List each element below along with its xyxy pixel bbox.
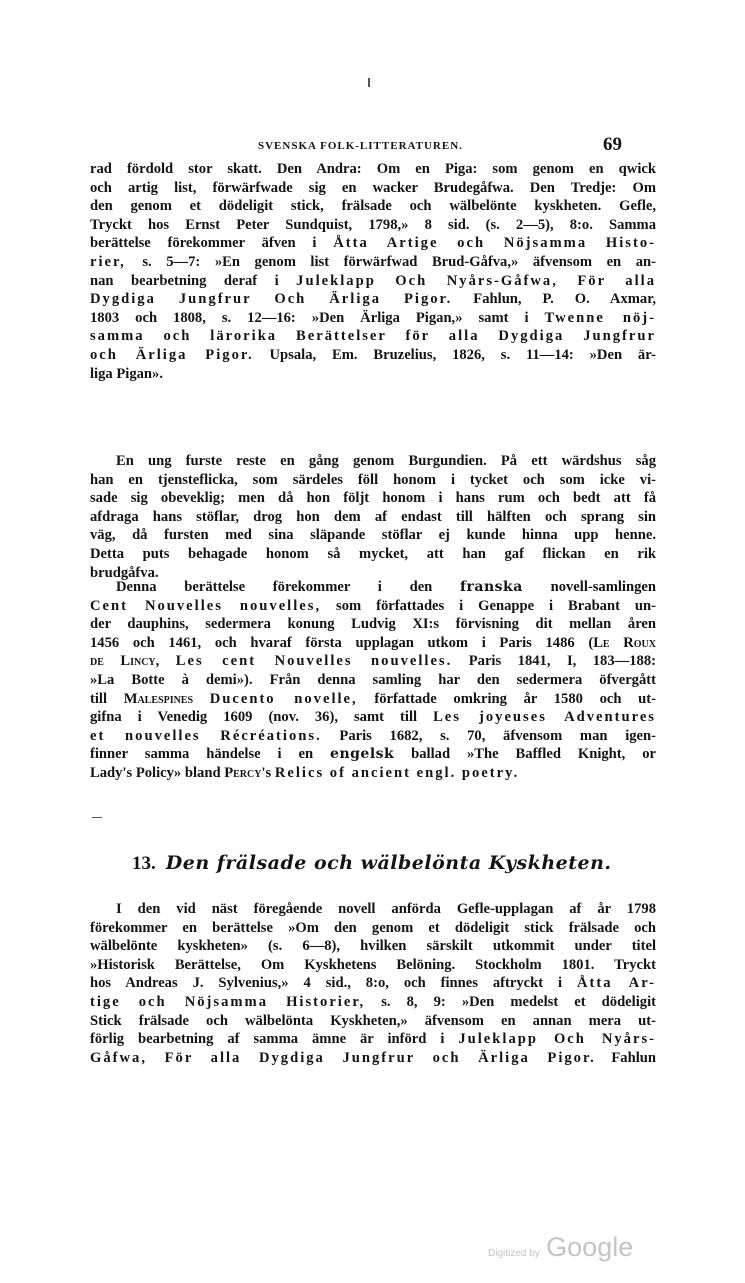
text-line: »La Botte à demi»). Från denna samling har den sedermera öfvergått — [90, 671, 656, 688]
section-title: Den frälsade och wälbelönta Kyskheten. — [165, 852, 612, 874]
text-line: Denna berättelse förekommer i den franska novell-samlingen — [116, 579, 656, 595]
text-line: han en tjensteflicka, som särdeles föll honom i tycket och som icke vi- — [90, 471, 656, 488]
text-line: väg, då fursten med sina släpande stöflar ej kunde hinna upp henne. — [90, 527, 656, 544]
text-line: 1456 och 1461, och hvaraf första upplagan utkom i Paris 1486 (Le Roux — [90, 634, 656, 651]
spaced-title: Dygdiga Jungfrur Och Ärliga Pigor. — [90, 291, 453, 308]
text-line: förlig bearbetning af samma ämne är införd i Juleklapp Och Nyårs- — [90, 1031, 656, 1048]
text-line: Lady's Policy» bland Percy's Relics of ancient engl. poetry. — [90, 764, 520, 781]
spaced-title: et nouvelles Récréations. — [90, 727, 322, 744]
spaced-title: tige och Nöjsamma Historier, — [90, 993, 366, 1010]
section-number: 13. — [132, 853, 156, 874]
spaced-title: och Ärliga Pigor. — [90, 346, 254, 363]
text-line: afdraga hans stöflar, drog hon dem af endast till hälften och sprang sin — [90, 508, 656, 525]
page-number: 69 — [603, 134, 622, 155]
ink-mark — [368, 78, 370, 87]
text-line — [90, 327, 656, 346]
text-line: Gåfwa, För alla Dygdiga Jungfrur och Ärliga Pigor. Fahlun — [90, 1049, 656, 1066]
text-line: Stick frälsade och wälbelönta Kyskheten,» äfvensom en annan mera ut- — [90, 1012, 656, 1029]
blackletter-word: engelsk — [330, 746, 395, 763]
spaced-title: Juleklapp Och Nyårs- — [458, 1031, 656, 1048]
text-line: nan bearbetning deraf i Juleklapp Och Nyårs-Gåfwa, För alla — [90, 272, 656, 289]
text-line: I den vid näst föregående novell anförda Gefle-upplagan af år 1798 — [116, 901, 656, 917]
text-line: och artig list, förwärfwade sig en wacker Brudegåfwa. Den Tredje: Om — [90, 179, 656, 196]
running-header: SVENSKA FOLK-LITTERATUREN. — [258, 140, 463, 152]
text-line: wälbelönte kyskheten» (s. 6—8), hvilken särskilt utkommit under titel — [90, 938, 656, 955]
margin-dash — [92, 817, 102, 818]
text-line: rier, s. 5—7: »En genom list förwärfwad Brud-Gåfva,» äfvensom en an- — [90, 253, 656, 270]
text-line: rad fördold stor skatt. Den Andra: Om en Piga: som genom en qwick — [90, 161, 656, 177]
section-heading — [132, 852, 622, 875]
watermark-prefix: Digitized by — [488, 1248, 540, 1259]
text-line: de Lincy, Les cent Nouvelles nouvelles. Paris 1841, I, 183—188: — [90, 653, 656, 670]
text-line: och Ärliga Pigor. Upsala, Em. Bruzelius, 1826, s. 11—14: »Den är- — [90, 346, 656, 363]
text-line: Tryckt hos Ernst Peter Sundquist, 1798,» 8 sid. (s. 2—5), 8:o. Samma — [90, 216, 656, 233]
text-line: liga Pigan». — [90, 365, 163, 382]
text-line: sade sig obeveklig; men då hon följt honom i hans rum och bedt att få — [90, 490, 656, 507]
author-name: Percy — [224, 764, 262, 781]
spaced-title: rier, — [90, 253, 143, 270]
spaced-title: Les cent Nouvelles nouvelles. — [175, 653, 453, 670]
text-line: Dygdiga Jungfrur Och Ärliga Pigor. Fahlun, P. O. Axmar, — [90, 291, 656, 308]
spaced-title: samma och lärorika Berättelser för alla Dygdiga Jungfrur — [90, 328, 656, 345]
spaced-title: Juleklapp Och Nyårs-Gåfwa, För alla — [296, 272, 656, 289]
text-line: Cent Nouvelles nouvelles, som författades i Genappe i Brabant un- — [90, 597, 656, 614]
spaced-title: Cent Nouvelles nouvelles, — [90, 597, 322, 614]
text-line: den genom et dödeligit stick, frälsade och wälbelönte kyskheten. Gefle, — [90, 198, 656, 215]
text-line: tige och Nöjsamma Historier, s. 8, 9: »Den medelst et dödeligit — [90, 993, 656, 1010]
blackletter-word: franska — [460, 579, 523, 595]
text-line: et nouvelles Récréations. Paris 1682, s. 70, äfvensom man igen- — [90, 727, 656, 744]
author-name: Le Roux — [593, 634, 656, 651]
spaced-title: Twenne nöj- — [544, 309, 656, 326]
spaced-title: Ducento novelle, — [209, 690, 358, 707]
text-line: 1803 och 1808, s. 12—16: »Den Ärliga Pigan,» samt i Twenne nöj- — [90, 309, 656, 326]
digitized-watermark — [488, 1232, 633, 1263]
spaced-title: Åtta Artige och Nöjsamma Histo- — [333, 235, 656, 252]
text-line: till Malespines Ducento novelle, författade omkring år 1580 och ut- — [90, 690, 656, 707]
google-logo: Google — [546, 1232, 634, 1262]
text-line: der dauphins, sedermera konung Ludvig XI:s förvisning dit mellan åren — [90, 616, 656, 633]
paragraph-1 — [90, 160, 656, 383]
text-line: förekommer en berättelse »Om den genom et dödeligit stick frälsade och — [90, 919, 656, 936]
text-line: gifna i Venedig 1609 (nov. 36), samt till Les joyeuses Adventures — [90, 709, 656, 726]
author-name: de Lincy — [90, 653, 156, 670]
paragraph-2 — [90, 452, 656, 582]
spaced-title: Gåfwa, För alla Dygdiga Jungfrur och Ärliga Pigor. — [90, 1049, 596, 1066]
spaced-title: Åtta Ar- — [577, 975, 657, 992]
text-line: »Historisk Berättelse, Om Kyskhetens Belöning. Stockholm 1801. Tryckt — [90, 956, 656, 973]
text-line: hos Andreas J. Sylvenius,» 4 sid., 8:o, och finnes aftryckt i Åtta Ar- — [90, 975, 657, 992]
paragraph-3 — [90, 578, 656, 783]
text-line: brudgåfva. — [90, 564, 159, 581]
paragraph-4 — [90, 900, 656, 1067]
text-line: berättelse förekommer äfven i Åtta Artige och Nöjsamma Histo- — [90, 235, 656, 252]
author-name: Malespines — [123, 690, 194, 707]
text-line: Detta puts behagade honom så mycket, att han gaf flickan en rik — [90, 545, 656, 562]
spaced-title: Relics of ancient engl. poetry. — [274, 764, 520, 781]
spaced-title: Les joyeuses Adventures — [433, 709, 656, 726]
text-line: finner samma händelse i en engelsk ballad »The Baffled Knight, or — [90, 746, 657, 763]
text-line: En ung furste reste en gång genom Burgundien. På ett wärdshus såg — [116, 453, 656, 469]
